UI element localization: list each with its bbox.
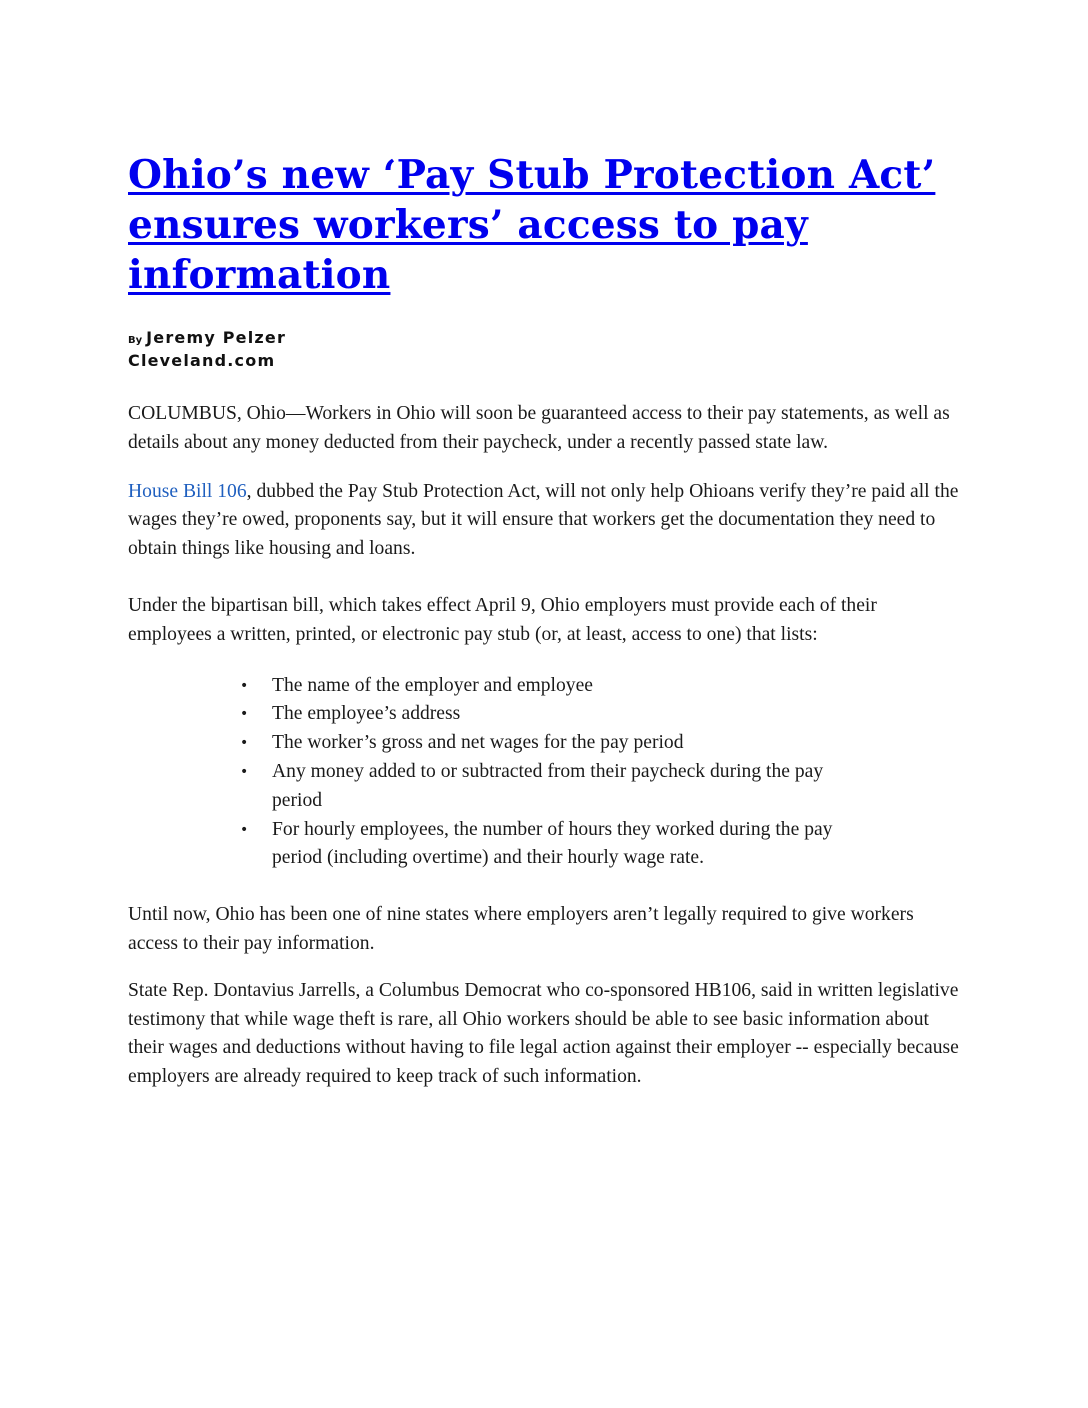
bullet-icon: • (240, 763, 249, 780)
bullet-icon: • (240, 821, 249, 838)
bullet-icon: • (240, 677, 249, 694)
house-bill-106-link[interactable]: House Bill 106 (128, 480, 247, 502)
list-item-text: For hourly employees, the number of hours they worked during the pay period (including overtime) and their hourly wage rate. (272, 818, 833, 869)
article-title-link[interactable]: Ohio’s new ‘Pay Stub Protection Act’ ensures workers’ access to pay information (128, 152, 936, 298)
pay-stub-requirements-list (128, 672, 960, 874)
list-item (240, 816, 862, 874)
bullet-icon: • (240, 706, 249, 723)
list-item (240, 700, 872, 729)
list-item (240, 758, 832, 816)
bullet-icon: • (240, 735, 249, 752)
paragraph-bipartisan-bill: Under the bipartisan bill, which takes effect April 9, Ohio employers must provide each of their employees a written, printed, or electronic pay stub (or, at least, access to one) that lists: (128, 594, 877, 645)
list-item-text: Any money added to or subtracted from their paycheck during the pay period (272, 760, 824, 811)
byline-author: Jeremy Pelzer (146, 328, 287, 347)
article-title (128, 150, 960, 300)
article (128, 150, 960, 1092)
list-item (240, 729, 872, 758)
paragraph-jarrells-testimony: State Rep. Dontavius Jarrells, a Columbus Democrat who co-sponsored HB106, said in written legislative testimony that while wage theft is rare, all Ohio workers should be able to see basic information about their wages and deductions without having to file legal action against their employer -- especially because employers are already required to keep track of such information. (128, 979, 959, 1088)
list-item-text: The employee’s address (272, 703, 461, 725)
list-item (240, 672, 872, 701)
list-item-text: The worker’s gross and net wages for the pay period (272, 732, 684, 754)
paragraph-intro: COLUMBUS, Ohio—Workers in Ohio will soon be guaranteed access to their pay statements, as well as details about any money deducted from their paycheck, under a recently passed state law. (128, 403, 950, 453)
byline-by-label: By (128, 335, 143, 346)
paragraph-house-bill-text: , dubbed the Pay Stub Protection Act, will not only help Ohioans verify they’re paid all the wages they’re owed, proponents say, but it will ensure that workers get the documentation they need to obtain things like housing and loans. (128, 480, 959, 560)
byline-outlet: Cleveland.com (128, 351, 276, 370)
paragraph-house-bill (128, 478, 960, 564)
list-item-text: The name of the employer and employee (272, 674, 593, 696)
paragraph-nine-states: Until now, Ohio has been one of nine states where employers aren’t legally required to give workers access to their pay information. (128, 904, 914, 954)
byline (128, 328, 960, 370)
